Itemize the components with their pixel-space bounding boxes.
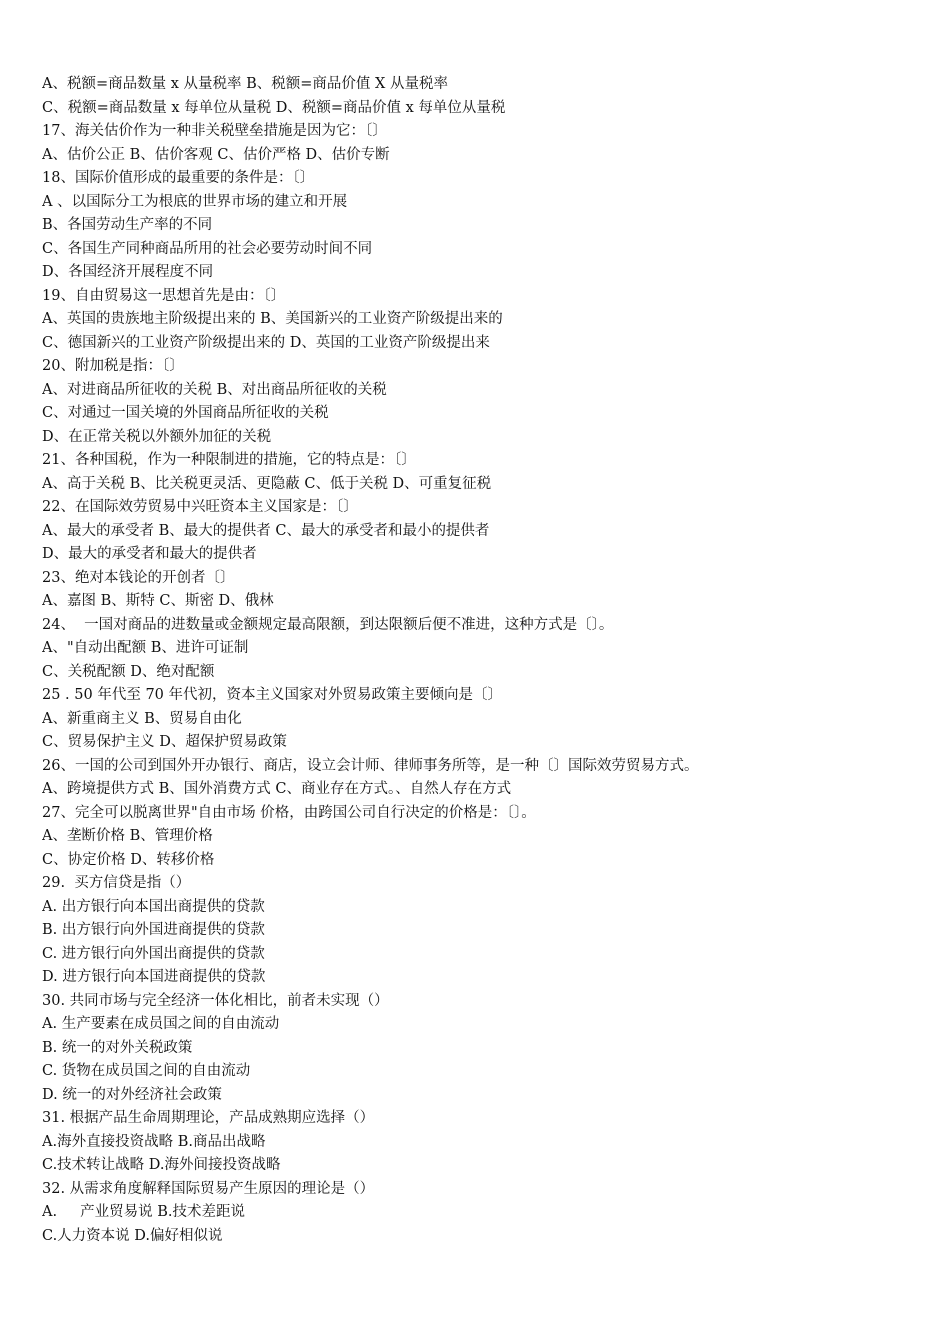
text-line: A、高于关税 B、比关税更灵活、更隐蔽 C、低于关税 D、可重复征税 xyxy=(42,475,492,492)
text-line: 17、海关估价作为一种非关税壁垒措施是因为它：〔〕 xyxy=(42,123,387,139)
text-line: A. 出方银行向本国出商提供的贷款 xyxy=(42,898,265,915)
text-line: A、跨境提供方式 B、国外消费方式 C、商业存在方式。、自然人存在方式 xyxy=(42,781,512,797)
question-text-block xyxy=(42,73,922,1248)
text-line: 31. 根据产品生命周期理论，产品成熟期应选择（） xyxy=(42,1110,375,1126)
text-line: C、德国新兴的工业资产阶级提出来的 D、英国的工业资产阶级提出来 xyxy=(42,334,490,351)
text-line: D、最大的承受者和最大的提供者 xyxy=(42,546,257,562)
text-line: C、对通过一国关境的外国商品所征收的关税 xyxy=(42,405,329,421)
text-line: A.海外直接投资战略 B.商品出战略 xyxy=(42,1133,266,1150)
text-line: C、协定价格 D、转移价格 xyxy=(42,851,215,868)
text-line: C、税额=商品数量 x 每单位从量税 D、税额=商品价值 x 每单位从量税 xyxy=(42,99,506,116)
text-line: B. 统一的对外关税政策 xyxy=(42,1039,193,1056)
text-line: 25 . 50 年代至 70 年代初，资本主义国家对外贸易政策主要倾向是〔〕 xyxy=(42,687,503,703)
text-line: C.技术转让战略 D.海外间接投资战略 xyxy=(42,1157,281,1173)
text-line: 24、 一国对商品的进数量或金额规定最高限额，到达限额后便不准进，这种方式是〔〕。 xyxy=(42,616,614,633)
text-line: A. 生产要素在成员国之间的自由流动 xyxy=(42,1016,280,1032)
text-line: A、估价公正 B、估价客观 C、估价严格 D、估价专断 xyxy=(42,146,390,163)
text-line: 19、自由贸易这一思想首先是由：〔〕 xyxy=(42,287,286,304)
text-line: A. 产业贸易说 B.技术差距说 xyxy=(42,1204,245,1220)
text-line: A 、以国际分工为根底的世界市场的建立和开展 xyxy=(42,193,348,210)
text-line: D. 统一的对外经济社会政策 xyxy=(42,1086,222,1103)
text-line: 29. 买方信贷是指（） xyxy=(42,875,191,891)
text-line: A、最大的承受者 B、最大的提供者 C、最大的承受者和最小的提供者 xyxy=(42,522,490,539)
text-line: C、关税配额 D、绝对配额 xyxy=(42,663,215,680)
text-line: 22、在国际效劳贸易中兴旺资本主义国家是：〔〕 xyxy=(42,499,358,515)
text-line: C、贸易保护主义 D、超保护贸易政策 xyxy=(42,734,287,750)
text-line: A、英国的贵族地主阶级提出来的 B、美国新兴的工业资产阶级提出来的 xyxy=(42,311,503,327)
text-line: 27、完全可以脱离世界"自由市场 价格，由跨国公司自行决定的价格是：〔〕。 xyxy=(42,804,536,821)
text-line: C. 货物在成员国之间的自由流动 xyxy=(42,1063,251,1079)
text-line: C. 进方银行向外国出商提供的贷款 xyxy=(42,945,265,962)
text-line: D、各国经济开展程度不同 xyxy=(42,264,214,280)
text-line: C、各国生产同种商品所用的社会必要劳动时间不同 xyxy=(42,240,373,257)
text-line: C.人力资本说 D.偏好相似说 xyxy=(42,1227,223,1244)
text-line: 23、绝对本钱论的开创者〔〕 xyxy=(42,569,235,586)
text-line: 21、各种国税，作为一种限制进的措施，它的特点是：〔〕 xyxy=(42,452,416,468)
text-line: A、对进商品所征收的关税 B、对出商品所征收的关税 xyxy=(42,381,387,398)
text-line: A、税额=商品数量 x 从量税率 B、税额=商品价值 X 从量税率 xyxy=(42,76,448,92)
text-line: 26、一国的公司到国外开办银行、商店，设立会计师、律师事务所等，是一种〔〕国际效劳贸易方式。 xyxy=(42,757,699,774)
text-line: A、新重商主义 B、贸易自由化 xyxy=(42,710,242,727)
text-line: 18、国际价值形成的最重要的条件是：〔〕 xyxy=(42,170,315,186)
text-line: A、"自动出配额 B、进许可证制 xyxy=(42,640,249,656)
text-line: A、垄断价格 B、管理价格 xyxy=(42,828,213,844)
text-line: B、各国劳动生产率的不同 xyxy=(42,217,213,233)
text-line: A、嘉图 B、斯特 C、斯密 D、俄林 xyxy=(42,593,274,609)
text-line: D、在正常关税以外额外加征的关税 xyxy=(42,428,272,445)
text-line: 32. 从需求角度解释国际贸易产生原因的理论是（） xyxy=(42,1180,375,1197)
text-line: D. 进方银行向本国进商提供的贷款 xyxy=(42,969,266,985)
text-line: 20、附加税是指：〔〕 xyxy=(42,358,184,374)
text-line: B. 出方银行向外国进商提供的贷款 xyxy=(42,922,265,938)
text-line: 30. 共同市场与完全经济一体化相比，前者未实现（） xyxy=(42,992,389,1009)
